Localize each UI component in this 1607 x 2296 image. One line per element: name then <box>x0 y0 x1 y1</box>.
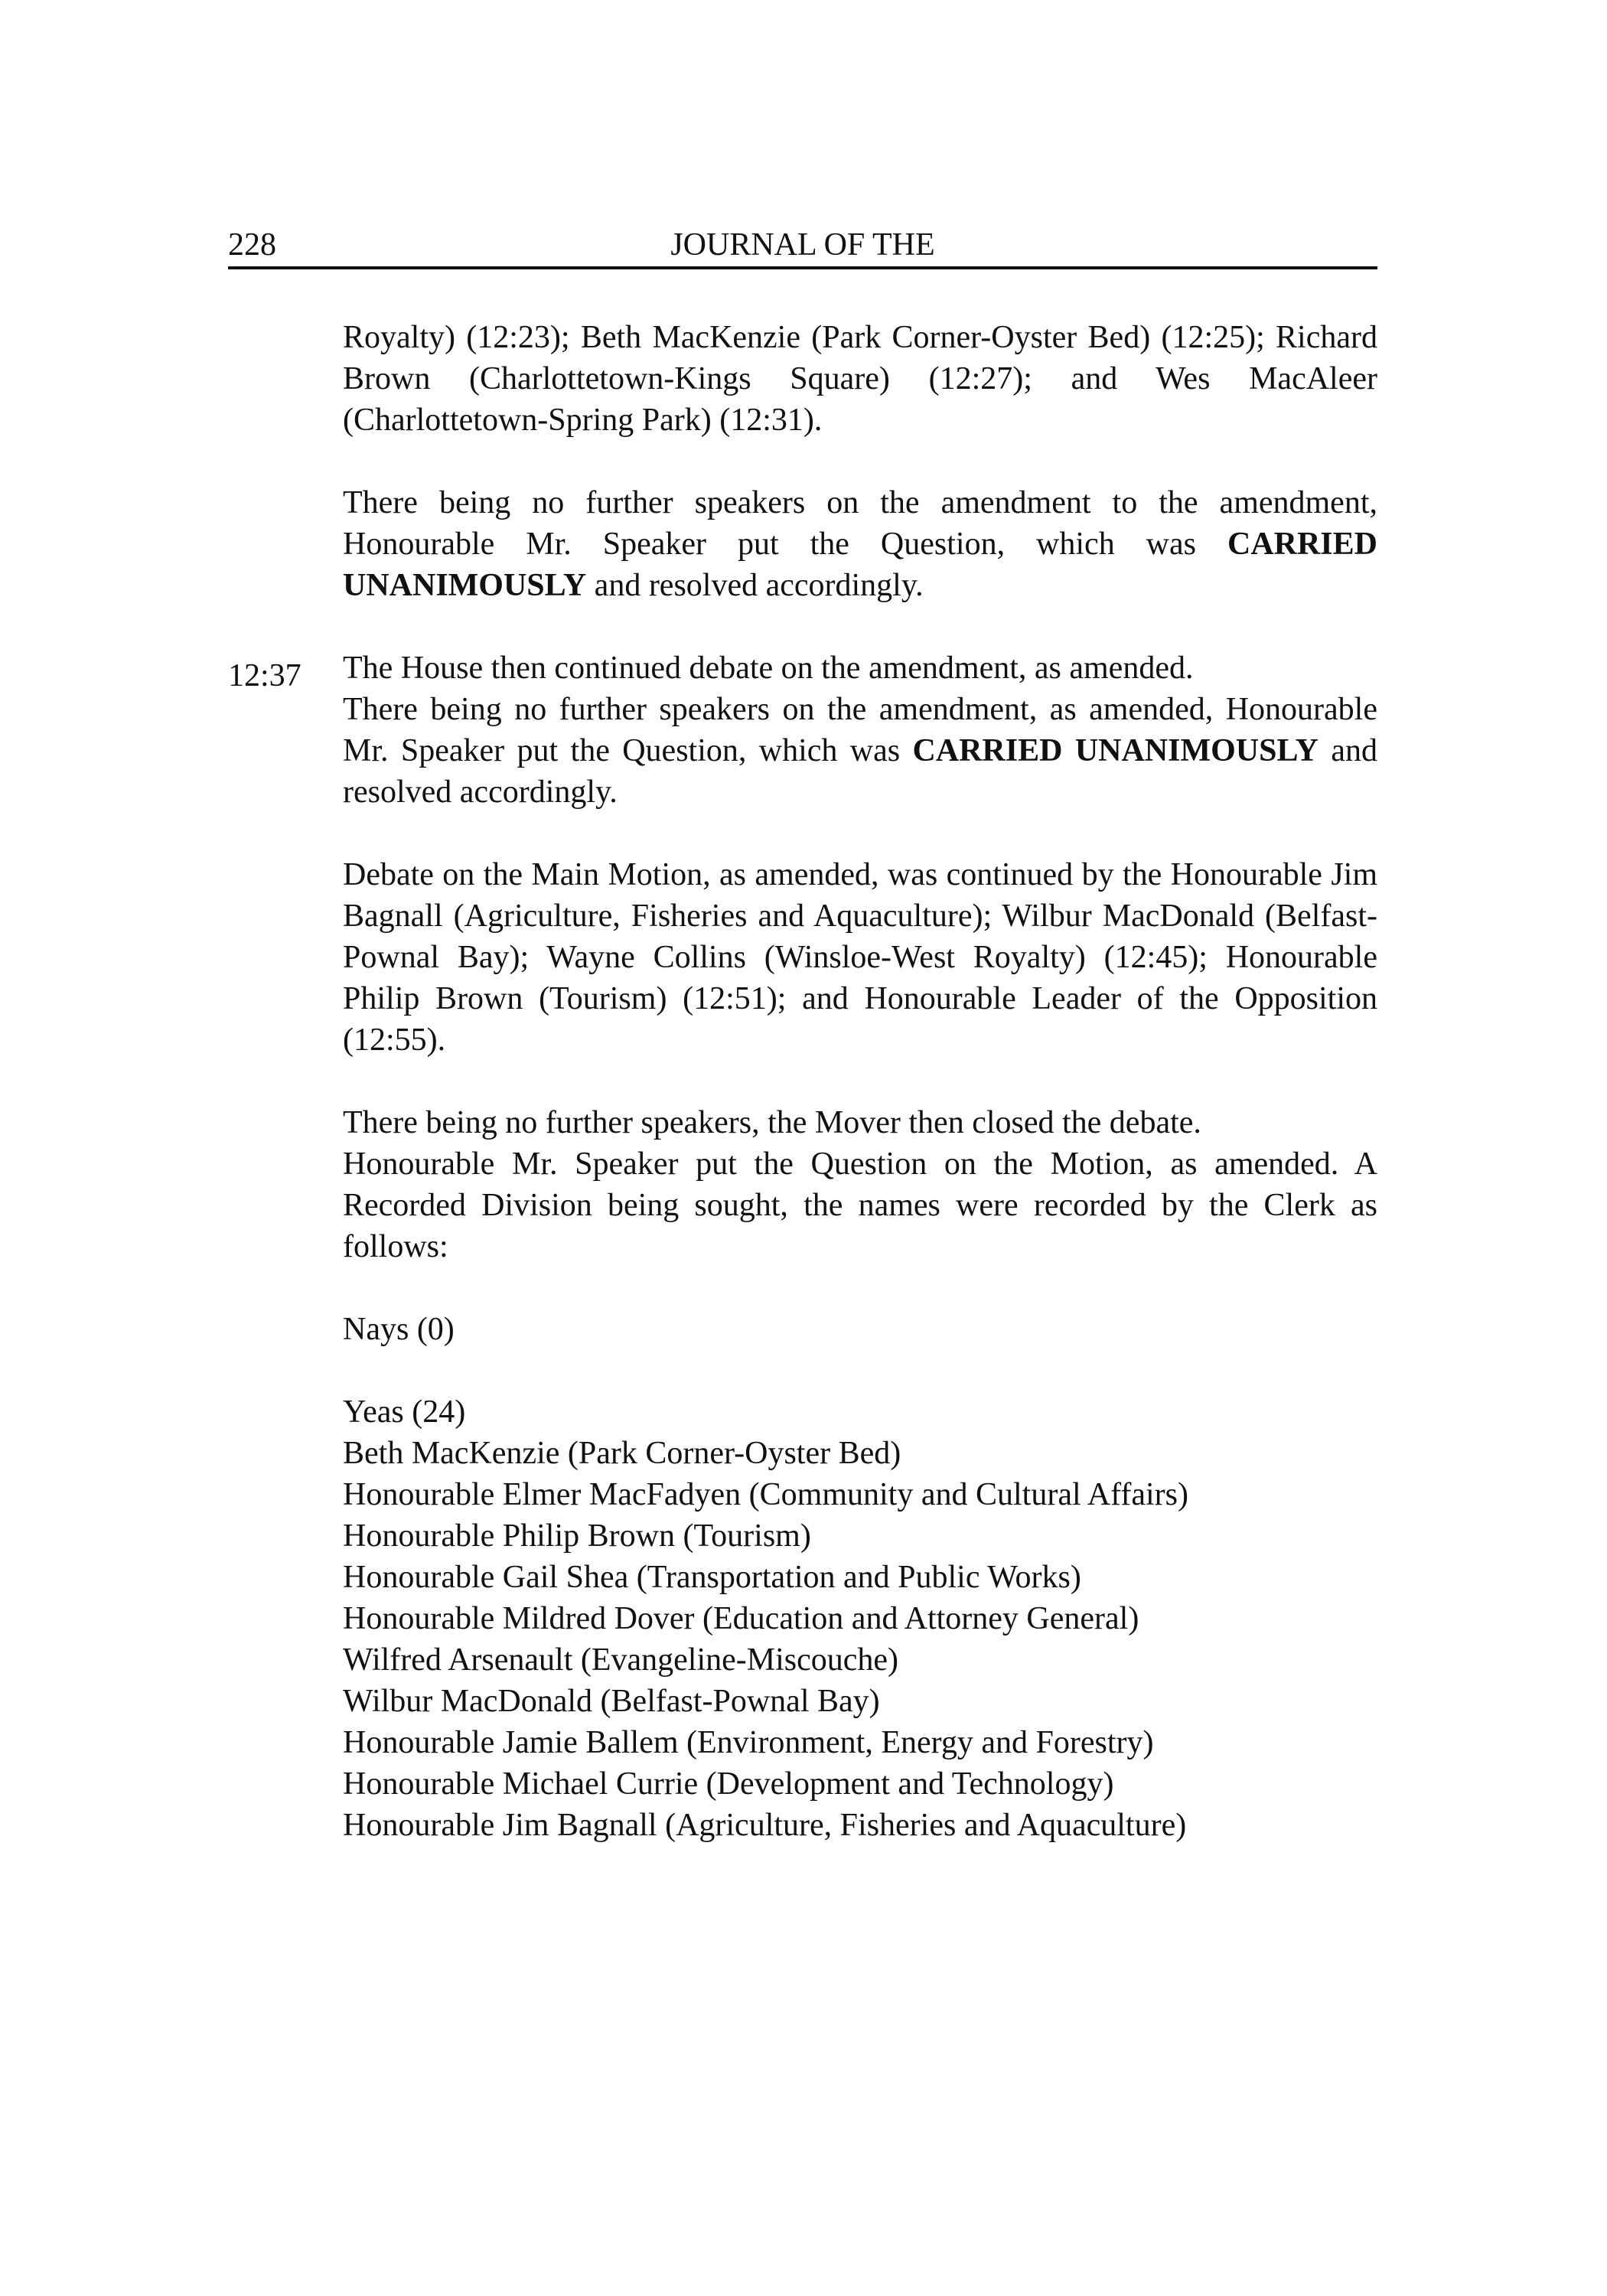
yeas-heading: Yeas (24) <box>343 1394 466 1430</box>
paragraph-recorded-division: Honourable Mr. Speaker put the Question on the Motion, as amended. A Recorded Division being sought, the names were recorded by the Clerk as follows: <box>343 1146 1377 1264</box>
page-number: 228 <box>228 227 276 263</box>
paragraph-amendment-result <box>343 482 1377 606</box>
list-item: Honourable Elmer MacFadyen (Community and Cultural Affairs) <box>343 1477 1188 1512</box>
list-item: Beth MacKenzie (Park Corner-Oyster Bed) <box>343 1436 901 1471</box>
journal-body <box>343 317 1377 1846</box>
paragraph-text: and resolved accordingly. <box>343 733 1377 810</box>
yeas-list <box>343 1433 1377 1846</box>
nays-heading: Nays (0) <box>343 1312 455 1347</box>
margin-timestamp: 12:37 <box>228 658 302 693</box>
list-item: Honourable Philip Brown (Tourism) <box>343 1518 811 1554</box>
list-item: Honourable Jim Bagnall (Agriculture, Fisheries and Aquaculture) <box>343 1808 1187 1843</box>
paragraph-speakers-continued: Royalty) (12:23); Beth MacKenzie (Park Corner-Oyster Bed) (12:25); Richard Brown (Charlottetown-Kings Square) (12:27); and Wes MacAleer (Charlottetown-Spring Park) (12:31). <box>343 320 1377 438</box>
list-item: Wilfred Arsenault (Evangeline-Miscouche) <box>343 1642 899 1678</box>
page-header <box>228 227 1377 269</box>
paragraph-amended-result <box>343 689 1377 813</box>
result-carried-unanimously: CARRIED UNANIMOUSLY <box>343 527 1377 603</box>
paragraph-text: There being no further speakers on the amendment to the amendment, Honourable Mr. Speaker put the Question, which was <box>343 485 1377 562</box>
paragraph-text: and resolved accordingly. <box>586 568 924 603</box>
list-item: Honourable Michael Currie (Development and Technology) <box>343 1766 1114 1802</box>
paragraph-main-motion-debate: Debate on the Main Motion, as amended, was continued by the Honourable Jim Bagnall (Agriculture, Fisheries and Aquaculture); Wilbur MacDonald (Belfast-Pownal Bay); Wayne Collins (Winsloe-West Royalty) (12:45); Honourable Philip Brown (Tourism) (12:51); and Honourable Leader of the Opposition (12:55). <box>343 857 1377 1058</box>
paragraph-mover-closed: There being no further speakers, the Mover then closed the debate. <box>343 1105 1201 1140</box>
list-item: Honourable Jamie Ballem (Environment, Energy and Forestry) <box>343 1725 1154 1760</box>
list-item: Honourable Mildred Dover (Education and Attorney General) <box>343 1601 1139 1636</box>
list-item: Honourable Gail Shea (Transportation and Public Works) <box>343 1560 1081 1595</box>
list-item: Wilbur MacDonald (Belfast-Pownal Bay) <box>343 1684 880 1719</box>
paragraph-continued-debate: The House then continued debate on the amendment, as amended. <box>343 651 1194 686</box>
result-carried-unanimously: CARRIED UNANIMOUSLY <box>912 733 1319 768</box>
running-head: JOURNAL OF THE <box>670 227 935 263</box>
paragraph-text: There being no further speakers on the amendment, as amended, Honourable Mr. Speaker put the Question, which was <box>343 692 1377 768</box>
